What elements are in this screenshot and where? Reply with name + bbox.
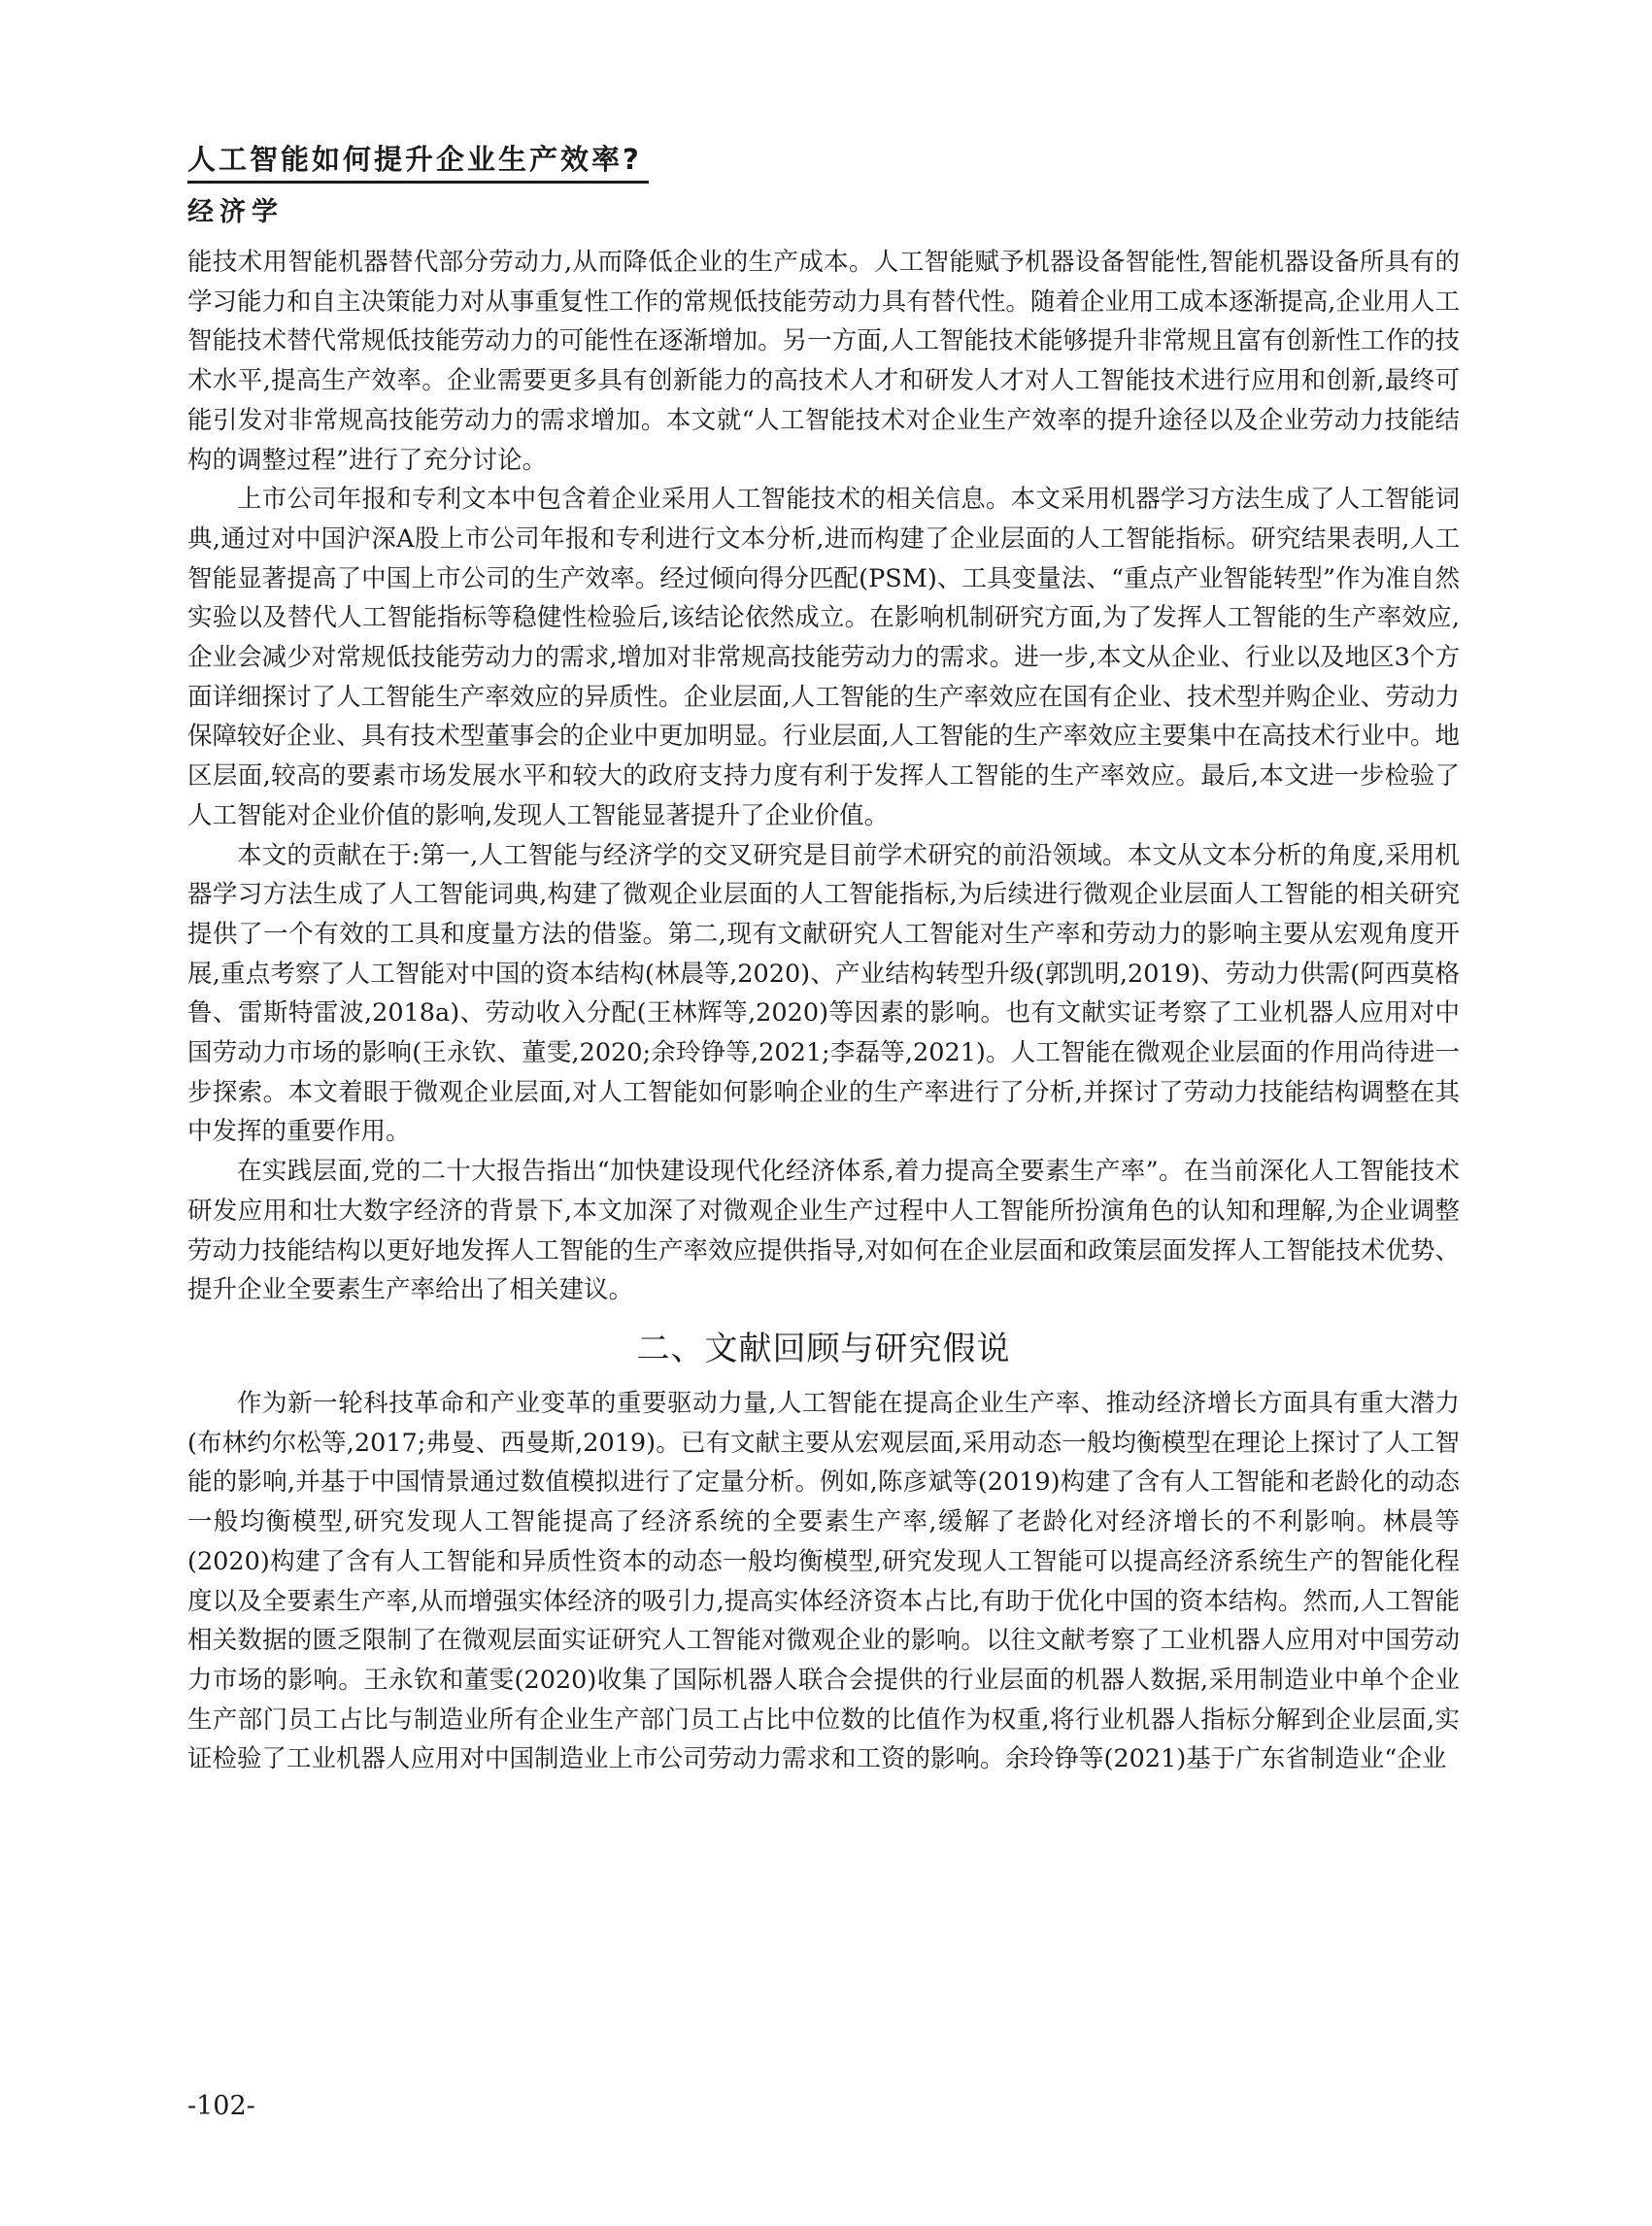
paragraph: 本文的贡献在于:第一,人工智能与经济学的交叉研究是目前学术研究的前沿领域。本文从文本分析的角度,采用机器学习方法生成了人工智能词典,构建了微观企业层面的人工智能指标,为后续进行微观企业层面人工智能的相关研究提供了一个有效的工具和度量方法的借鉴。第二,现有文献研究人工智能对生产率和劳动力的影响主要从宏观角度开展,重点考察了人工智能对中国的资本结构(林晨等,2020)、产业结构转型升级(郭凯明,2019)、劳动力供需(阿西莫格鲁、雷斯特雷波,2018a)、劳动收入分配(王林辉等,2020)等因素的影响。也有文献实证考察了工业机器人应用对中国劳动力市场的影响(王永钦、董雯,2020;余玲铮等,2021;李磊等,2021)。人工智能在微观企业层面的作用尚待进一步探索。本文着眼于微观企业层面,对人工智能如何影响企业的生产率进行了分析,并探讨了劳动力技能结构调整在其中发挥的重要作用。 (187, 840, 1460, 1147)
page-number: -102- (187, 2091, 255, 2121)
section-heading: 二、文献回顾与研究假说 (636, 1329, 1011, 1368)
paragraph: 上市公司年报和专利文本中包含着企业采用人工智能技术的相关信息。本文采用机器学习方法生成了人工智能词典,通过对中国沪深A股上市公司年报和专利进行文本分析,进而构建了企业层面的人工智能指标。研究结果表明,人工智能显著提高了中国上市公司的生产效率。经过倾向得分匹配(PSM)、工具变量法、“重点产业智能转型”作为准自然实验以及替代人工智能指标等稳健性检验后,该结论依然成立。在影响机制研究方面,为了发挥人工智能的生产率效应,企业会减少对常规低技能劳动力的需求,增加对非常规高技能劳动力的需求。进一步,本文从企业、行业以及地区3个方面详细探讨了人工智能生产率效应的异质性。企业层面,人工智能的生产率效应在国有企业、技术型并购企业、劳动力保障较好企业、具有技术型董事会的企业中更加明显。行业层面,人工智能的生产率效应主要集中在高技术行业中。地区层面,较高的要素市场发展水平和较大的政府支持力度有利于发挥人工智能的生产率效应。最后,本文进一步检验了人工智能对企业价值的影响,发现人工智能显著提升了企业价值。 (187, 485, 1460, 830)
body-text (187, 243, 1460, 1779)
running-title: 人工智能如何提升企业生产效率? (187, 143, 642, 176)
paragraph: 能技术用智能机器替代部分劳动力,从而降低企业的生产成本。人工智能赋予机器设备智能性,智能机器设备所具有的学习能力和自主决策能力对从事重复性工作的常规低技能劳动力具有替代性。随着企业用工成本逐渐提高,企业用人工智能技术替代常规低技能劳动力的可能性在逐渐增加。另一方面,人工智能技术能够提升非常规且富有创新性工作的技术水平,提高生产效率。企业需要更多具有创新能力的高技术人才和研发人才对人工智能技术进行应用和创新,最终可能引发对非常规高技能劳动力的需求增加。本文就“人工智能技术对企业生产效率的提升途径以及企业劳动力技能结构的调整过程”进行了充分讨论。 (187, 248, 1460, 475)
running-section: 经济学 (187, 197, 284, 227)
header-rule (187, 181, 649, 184)
running-header (187, 142, 654, 227)
paragraph: 作为新一轮科技革命和产业变革的重要驱动力量,人工智能在提高企业生产率、推动经济增长方面具有重大潜力(布林约尔松等,2017;弗曼、西曼斯,2019)。已有文献主要从宏观层面,采用动态一般均衡模型在理论上探讨了人工智能的影响,并基于中国情景通过数值模拟进行了定量分析。例如,陈彦斌等(2019)构建了含有人工智能和老龄化的动态一般均衡模型,研究发现人工智能提高了经济系统的全要素生产率,缓解了老龄化对经济增长的不利影响。林晨等(2020)构建了含有人工智能和异质性资本的动态一般均衡模型,研究发现人工智能可以提高经济系统生产的智能化程度以及全要素生产率,从而增强实体经济的吸引力,提高实体经济资本占比,有助于优化中国的资本结构。然而,人工智能相关数据的匮乏限制了在微观层面实证研究人工智能对微观企业的影响。以往文献考察了工业机器人应用对中国劳动力市场的影响。王永钦和董雯(2020)收集了国际机器人联合会提供的行业层面的机器人数据,采用制造业中单个企业生产部门员工占比与制造业所有企业生产部门员工占比中位数的比值作为权重,将行业机器人指标分解到企业层面,实证检验了工业机器人应用对中国制造业上市公司劳动力需求和工资的影响。余玲铮等(2021)基于广东省制造业“企业 (187, 1388, 1460, 1774)
paragraph: 在实践层面,党的二十大报告指出“加快建设现代化经济体系,着力提高全要素生产率”。在当前深化人工智能技术研发应用和壮大数字经济的背景下,本文加深了对微观企业生产过程中人工智能所扮演角色的认知和理解,为企业调整劳动力技能结构以更好地发挥人工智能的生产率效应提供指导,对如何在企业层面和政策层面发挥人工智能技术优势、提升企业全要素生产率给出了相关建议。 (187, 1157, 1460, 1305)
